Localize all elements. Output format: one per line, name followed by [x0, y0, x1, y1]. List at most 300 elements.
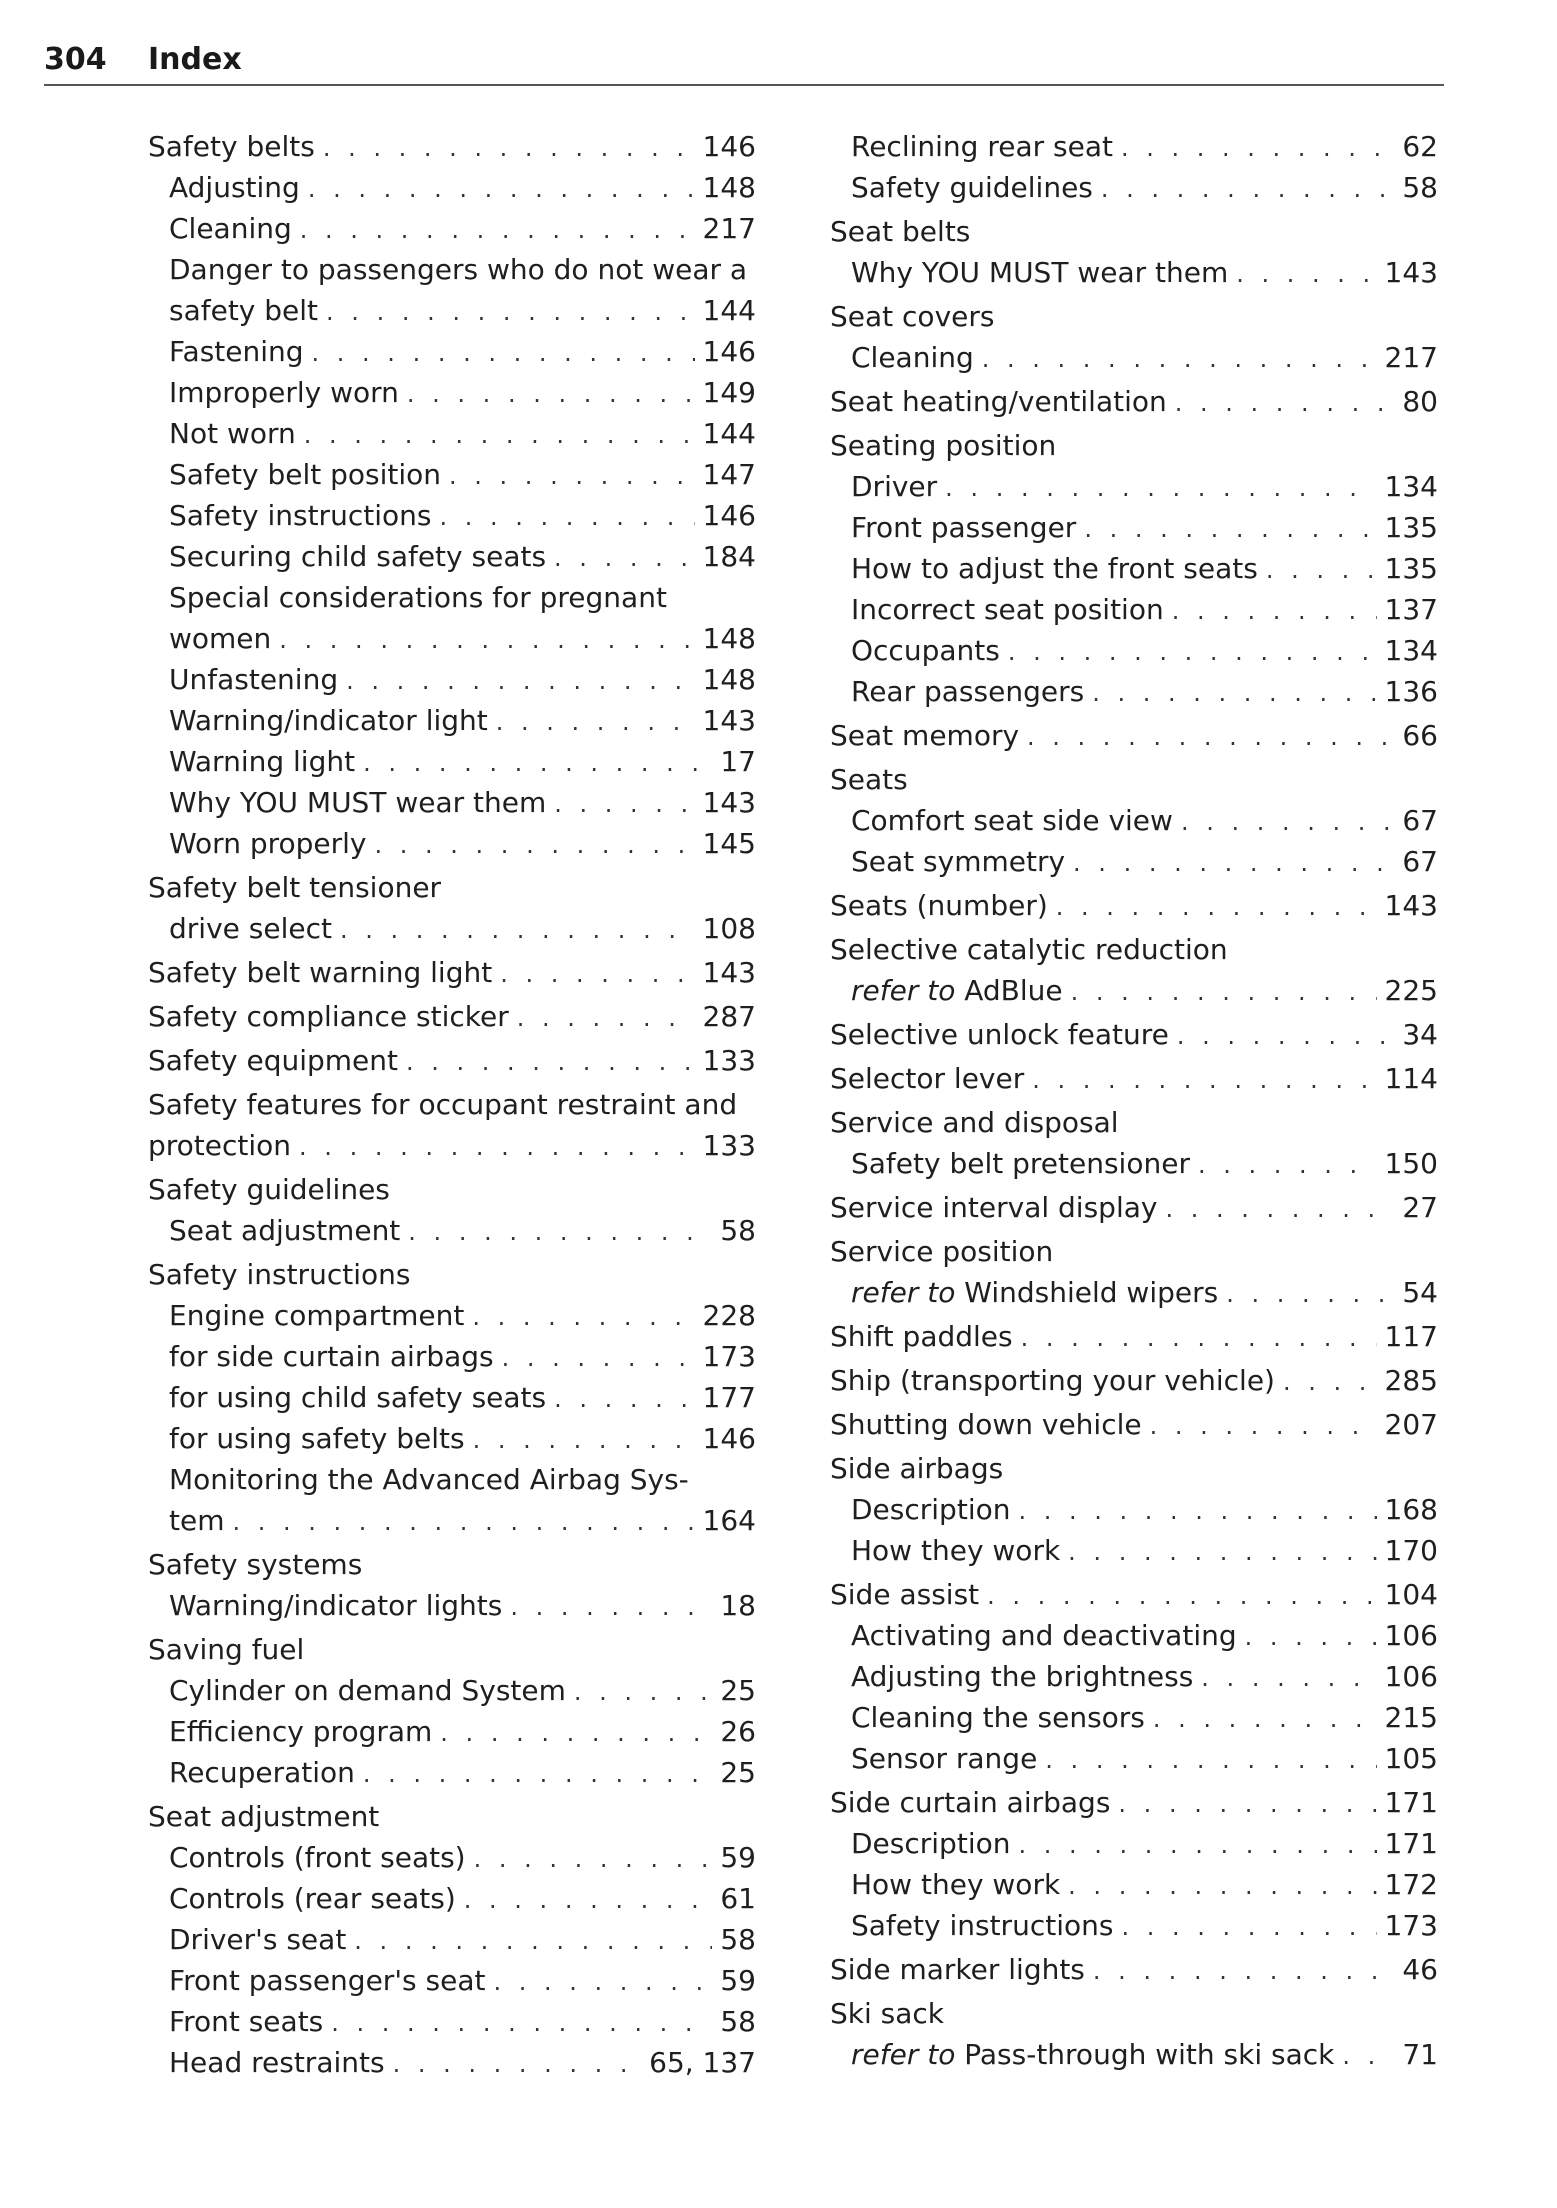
dot-leader	[407, 374, 695, 415]
index-entry-term: for using safety belts	[169, 1422, 465, 1455]
index-entry-term: Special considerations for pregnant	[169, 581, 667, 614]
dot-leader	[326, 292, 695, 333]
index-entry-term: Danger to passengers who do not wear a	[169, 253, 748, 286]
dot-leader	[1198, 1145, 1377, 1186]
index-entry-term: Shift paddles	[830, 1320, 1013, 1353]
dot-leader	[299, 1127, 695, 1168]
index-entry	[148, 741, 756, 782]
page-reference: 136	[1384, 675, 1438, 708]
dot-leader	[1266, 550, 1377, 591]
dot-leader	[1342, 2036, 1394, 2077]
dot-leader	[1121, 128, 1394, 169]
dot-leader	[500, 954, 694, 995]
dot-leader	[312, 333, 695, 374]
dot-leader	[304, 415, 695, 456]
index-entry-term: Worn properly	[169, 827, 367, 860]
index-entry-term: Front seats	[169, 2005, 324, 2038]
index-entry-term: Safety features for occupant restraint and	[148, 1088, 738, 1121]
page-reference: 27	[1402, 1191, 1438, 1224]
index-entry	[830, 1993, 1438, 2034]
index-entry	[830, 1272, 1438, 1313]
dot-leader	[473, 1420, 695, 1461]
refer-to-prefix: refer to	[851, 974, 956, 1007]
page-reference: 150	[1384, 1147, 1438, 1180]
dot-leader	[393, 2044, 642, 2085]
index-entry	[148, 2042, 756, 2083]
index-entry	[830, 1404, 1438, 1445]
dot-leader	[1118, 1784, 1376, 1825]
dot-leader	[554, 784, 694, 825]
dot-leader	[1068, 1532, 1376, 1573]
index-entry-term: drive select	[169, 912, 332, 945]
page-reference: 105	[1384, 1742, 1438, 1775]
index-entry-term: Front passenger	[851, 511, 1077, 544]
index-entry	[830, 1102, 1438, 1143]
index-entry-term: How they work	[851, 1534, 1061, 1567]
index-entry-term: for side curtain airbags	[169, 1340, 494, 1373]
page-reference: 287	[702, 1000, 756, 1033]
index-entry	[148, 290, 756, 331]
index-entry-term: Comfort seat side view	[851, 804, 1173, 837]
index-entry-term: Service and disposal	[830, 1106, 1119, 1139]
index-entry-term: Seat adjustment	[148, 1800, 380, 1833]
dot-leader	[502, 1338, 695, 1379]
page-reference: 148	[702, 622, 756, 655]
index-entry	[830, 466, 1438, 507]
index-entry-term: Warning/indicator lights	[169, 1589, 503, 1622]
index-entry	[830, 885, 1438, 926]
page-reference: 114	[1384, 1062, 1438, 1095]
index-entry	[148, 495, 756, 536]
dot-leader	[1045, 1740, 1376, 1781]
page-reference: 106	[1384, 1660, 1438, 1693]
dot-leader	[554, 1379, 694, 1420]
index-entry	[148, 823, 756, 864]
page-reference: 147	[702, 458, 756, 491]
index-entry-term: Warning/indicator light	[169, 704, 488, 737]
page-reference: 207	[1384, 1408, 1438, 1441]
index-entry	[830, 1143, 1438, 1184]
index-entry	[830, 759, 1438, 800]
index-entry-term: Why YOU MUST wear them	[851, 256, 1229, 289]
index-entry-label: Windshield wipers	[964, 1276, 1219, 1309]
index-entry-term	[851, 2034, 1334, 2075]
page-number: 304	[44, 42, 107, 77]
index-entry	[830, 1823, 1438, 1864]
index-entry	[148, 1459, 756, 1500]
index-entry-term: Safety instructions	[851, 1909, 1114, 1942]
page-reference: 135	[1384, 552, 1438, 585]
index-entry	[148, 1544, 756, 1585]
dot-leader	[1092, 673, 1376, 714]
index-entry-term: protection	[148, 1129, 292, 1162]
index-entry	[148, 331, 756, 372]
page-reference: 171	[1384, 1786, 1438, 1819]
dot-leader	[1172, 591, 1377, 632]
dot-leader	[1201, 1658, 1376, 1699]
dot-leader	[493, 1962, 712, 2003]
index-entry-term: Seat adjustment	[169, 1214, 401, 1247]
index-entry-term: for using child safety seats	[169, 1381, 547, 1414]
page-reference: 148	[702, 663, 756, 696]
index-entry-term: Safety guidelines	[148, 1173, 390, 1206]
index-entry-label: Pass-through with ski sack	[964, 2038, 1335, 2071]
index-entry	[148, 1418, 756, 1459]
page-reference: 146	[702, 130, 756, 163]
page-reference: 143	[1384, 889, 1438, 922]
index-entry-term: safety belt	[169, 294, 319, 327]
dot-leader	[363, 743, 712, 784]
index-column-left	[148, 126, 756, 2083]
dot-leader	[323, 128, 695, 169]
page-reference: 67	[1402, 804, 1438, 837]
index-entry-term: Cleaning	[851, 341, 974, 374]
index-entry	[148, 952, 756, 993]
dot-leader	[440, 1713, 712, 1754]
dot-leader	[1021, 1318, 1377, 1359]
dot-leader	[346, 661, 694, 702]
index-entry	[830, 1014, 1438, 1055]
dot-leader	[363, 1754, 712, 1795]
page-reference: 26	[720, 1715, 756, 1748]
page-reference: 228	[702, 1299, 756, 1332]
index-entry	[830, 211, 1438, 252]
index-entry	[148, 1377, 756, 1418]
dot-leader	[279, 620, 694, 661]
index-entry-term: Safety instructions	[169, 499, 432, 532]
index-entry-term: Occupants	[851, 634, 1000, 667]
page-reference: 146	[702, 499, 756, 532]
page-reference: 59	[720, 1841, 756, 1874]
index-entry-term: Service position	[830, 1235, 1054, 1268]
index-entry-term: Description	[851, 1493, 1011, 1526]
index-entry	[830, 507, 1438, 548]
page-reference: 171	[1384, 1827, 1438, 1860]
index-entry	[830, 1530, 1438, 1571]
index-entry	[148, 1796, 756, 1837]
section-title: Index	[148, 42, 242, 77]
dot-leader	[472, 1297, 694, 1338]
index-entry-term: Cleaning the sensors	[851, 1701, 1145, 1734]
page-reference: 104	[1384, 1578, 1438, 1611]
dot-leader	[574, 1672, 712, 1713]
dot-leader	[474, 1839, 713, 1880]
index-entry	[830, 671, 1438, 712]
dot-leader	[308, 169, 695, 210]
index-entry	[148, 208, 756, 249]
index-entry	[830, 1489, 1438, 1530]
page-reference: 168	[1384, 1493, 1438, 1526]
index-entry-term: Monitoring the Advanced Airbag Sys-	[169, 1463, 689, 1496]
dot-leader	[1084, 509, 1376, 550]
index-entry	[148, 1125, 756, 1166]
page-reference: 164	[702, 1504, 756, 1537]
index-entry-term: Ship (transporting your vehicle)	[830, 1364, 1275, 1397]
index-entry-term: How they work	[851, 1868, 1061, 1901]
page-reference: 62	[1402, 130, 1438, 163]
index-entry-term: Safety belts	[148, 130, 315, 163]
page-header	[44, 40, 1444, 86]
index-entry-term: Front passenger's seat	[169, 1964, 486, 1997]
page-reference: 25	[720, 1674, 756, 1707]
page-reference: 217	[1384, 341, 1438, 374]
index-entry-term: Head restraints	[169, 2046, 385, 2079]
dot-leader	[340, 910, 695, 951]
index-entry-term: Seats	[830, 763, 908, 796]
dot-leader	[1181, 802, 1394, 843]
index-entry-term: Safety instructions	[148, 1258, 411, 1291]
page-reference: 134	[1384, 634, 1438, 667]
index-entry	[830, 337, 1438, 378]
dot-leader	[987, 1576, 1376, 1617]
index-entry	[148, 1585, 756, 1626]
index-entry	[148, 1169, 756, 1210]
index-entry	[148, 618, 756, 659]
index-entry-term: Side airbags	[830, 1452, 1004, 1485]
dot-leader	[1018, 1491, 1376, 1532]
index-entry	[830, 126, 1438, 167]
index-entry-term	[851, 970, 1063, 1011]
index-entry	[830, 1864, 1438, 1905]
dot-leader	[1121, 1907, 1376, 1948]
index-entry	[830, 252, 1438, 293]
index-entry	[148, 413, 756, 454]
page-reference: 148	[702, 171, 756, 204]
dot-leader	[1068, 1866, 1376, 1907]
page-reference: 133	[702, 1044, 756, 1077]
dot-leader	[1071, 972, 1377, 1013]
dot-leader	[945, 468, 1376, 509]
page-reference: 67	[1402, 845, 1438, 878]
index-entry-term: Seating position	[830, 429, 1057, 462]
index-entry	[148, 1752, 756, 1793]
index-entry-term: Seat heating/ventilation	[830, 385, 1167, 418]
page-reference: 58	[720, 2005, 756, 2038]
index-entry-term: Why YOU MUST wear them	[169, 786, 547, 819]
index-entry	[148, 536, 756, 577]
index-entry	[148, 867, 756, 908]
page-reference: 34	[1402, 1018, 1438, 1051]
index-entry	[148, 126, 756, 167]
page-reference: 46	[1402, 1953, 1438, 1986]
page-reference: 54	[1402, 1276, 1438, 1309]
index-entry	[148, 1210, 756, 1251]
index-entry	[148, 249, 756, 290]
page-reference: 71	[1402, 2038, 1438, 2071]
dot-leader	[1175, 383, 1395, 424]
index-entry	[830, 1656, 1438, 1697]
index-entry	[148, 1254, 756, 1295]
index-entry	[830, 296, 1438, 337]
index-entry	[148, 454, 756, 495]
index-entry	[148, 577, 756, 618]
dot-leader	[375, 825, 695, 866]
index-entry	[148, 167, 756, 208]
dot-leader	[1165, 1189, 1394, 1230]
index-entry	[830, 1905, 1438, 1946]
dot-leader	[1153, 1699, 1377, 1740]
index-entry	[830, 2034, 1438, 2075]
index-entry-term: Seat memory	[830, 719, 1020, 752]
index-entry-term: Recuperation	[169, 1756, 355, 1789]
index-entry-term: Unfastening	[169, 663, 339, 696]
index-entry	[830, 1231, 1438, 1272]
index-entry-term: Not worn	[169, 417, 296, 450]
page-reference: 133	[702, 1129, 756, 1162]
index-entry-term: Rear passengers	[851, 675, 1085, 708]
index-entry-term: Securing child safety seats	[169, 540, 547, 573]
index-column-right	[830, 126, 1438, 2075]
page-reference: 59	[720, 1964, 756, 1997]
dot-leader	[1236, 254, 1376, 295]
page-reference: 172	[1384, 1868, 1438, 1901]
page-reference: 106	[1384, 1619, 1438, 1652]
page-reference: 285	[1384, 1364, 1438, 1397]
index-entry	[148, 1919, 756, 1960]
index-entry-term: Safety compliance sticker	[148, 1000, 509, 1033]
dot-leader	[517, 998, 695, 1039]
index-entry	[830, 548, 1438, 589]
index-entry-term: Seat covers	[830, 300, 995, 333]
index-entry-term: Ski sack	[830, 1997, 945, 2030]
index-entry-term: How to adjust the front seats	[851, 552, 1258, 585]
index-entry-term: Side assist	[830, 1578, 980, 1611]
index-entry-term: Side curtain airbags	[830, 1786, 1111, 1819]
index-entry-term: Safety belt tensioner	[148, 871, 442, 904]
index-entry	[148, 1629, 756, 1670]
page-reference: 143	[702, 956, 756, 989]
page-reference: 17	[720, 745, 756, 778]
page-reference: 149	[702, 376, 756, 409]
dot-leader	[408, 1212, 712, 1253]
dot-leader	[1027, 717, 1394, 758]
index-entry-term: Safety belt pretensioner	[851, 1147, 1190, 1180]
index-entry-term: Improperly worn	[169, 376, 399, 409]
dot-leader	[1093, 1951, 1394, 1992]
page-reference: 173	[702, 1340, 756, 1373]
index-entry-term: Warning light	[169, 745, 356, 778]
index-entry-term: Efficiency program	[169, 1715, 433, 1748]
dot-leader	[1101, 169, 1394, 210]
dot-leader	[1018, 1825, 1376, 1866]
page-reference: 146	[702, 335, 756, 368]
index-entry-term: Controls (front seats)	[169, 1841, 466, 1874]
index-entry-term: women	[169, 622, 272, 655]
page-reference: 134	[1384, 470, 1438, 503]
page-reference: 117	[1384, 1320, 1438, 1353]
index-entry-term: Reclining rear seat	[851, 130, 1113, 163]
page-reference: 58	[720, 1923, 756, 1956]
index-entry	[830, 1187, 1438, 1228]
page-reference: 143	[1384, 256, 1438, 289]
index-entry	[830, 589, 1438, 630]
index-entry-term: Safety systems	[148, 1548, 363, 1581]
dot-leader	[1032, 1060, 1376, 1101]
index-entry-term: Selective unlock feature	[830, 1018, 1169, 1051]
page-reference: 170	[1384, 1534, 1438, 1567]
index-entry-term	[851, 1272, 1218, 1313]
index-entry	[148, 1295, 756, 1336]
dot-leader	[449, 456, 695, 497]
dot-leader	[1226, 1274, 1394, 1315]
index-entry-term: Selector lever	[830, 1062, 1025, 1095]
dot-leader	[464, 1880, 713, 1921]
index-entry-term: Sensor range	[851, 1742, 1038, 1775]
index-entry	[830, 167, 1438, 208]
index-entry-term: Side marker lights	[830, 1953, 1085, 1986]
page-reference: 173	[1384, 1909, 1438, 1942]
dot-leader	[510, 1587, 712, 1628]
index-entry	[148, 1670, 756, 1711]
index-entry	[148, 2001, 756, 2042]
index-entry	[830, 1738, 1438, 1779]
page-reference: 217	[702, 212, 756, 245]
page-reference: 65, 137	[649, 2046, 756, 2079]
page-reference: 58	[1402, 171, 1438, 204]
page-reference: 143	[702, 786, 756, 819]
index-entry-term: Driver	[851, 470, 938, 503]
dot-leader	[982, 339, 1377, 380]
page-reference: 145	[702, 827, 756, 860]
dot-leader	[1056, 887, 1377, 928]
refer-to-prefix: refer to	[851, 1276, 956, 1309]
index-entry	[148, 782, 756, 823]
page-reference: 144	[702, 294, 756, 327]
index-entry-term: Seat belts	[830, 215, 971, 248]
dot-leader	[1177, 1016, 1395, 1057]
index-entry	[830, 425, 1438, 466]
page-reference: 225	[1384, 974, 1438, 1007]
index-entry	[830, 970, 1438, 1011]
index-entry	[148, 1960, 756, 2001]
dot-leader	[1008, 632, 1377, 673]
index-entry-term: Saving fuel	[148, 1633, 305, 1666]
page-reference: 66	[1402, 719, 1438, 752]
index-entry	[830, 1949, 1438, 1990]
index-entry-term: Adjusting the brightness	[851, 1660, 1194, 1693]
page-reference: 135	[1384, 511, 1438, 544]
index-entry-term: Adjusting	[169, 171, 300, 204]
index-entry-term: Safety equipment	[148, 1044, 398, 1077]
index-entry-term: Controls (rear seats)	[169, 1882, 456, 1915]
page-reference: 215	[1384, 1701, 1438, 1734]
index-entry	[148, 700, 756, 741]
index-entry-term: Cleaning	[169, 212, 292, 245]
page-reference: 80	[1402, 385, 1438, 418]
page-reference: 144	[702, 417, 756, 450]
page-reference: 137	[1384, 593, 1438, 626]
refer-to-prefix: refer to	[851, 2038, 956, 2071]
index-entry	[148, 659, 756, 700]
index-entry-term: Selective catalytic reduction	[830, 933, 1228, 966]
page-reference: 18	[720, 1589, 756, 1622]
page-reference: 143	[702, 704, 756, 737]
dot-leader	[331, 2003, 712, 2044]
index-entry	[830, 1360, 1438, 1401]
index-entry	[148, 1711, 756, 1752]
index-entry-term: Safety belt position	[169, 458, 442, 491]
index-entry	[830, 1448, 1438, 1489]
index-entry	[148, 996, 756, 1037]
index-entry-term: Engine compartment	[169, 1299, 465, 1332]
index-entry-term: Seats (number)	[830, 889, 1048, 922]
page-reference: 146	[702, 1422, 756, 1455]
index-entry	[148, 1878, 756, 1919]
page-reference: 177	[702, 1381, 756, 1414]
dot-leader	[354, 1921, 712, 1962]
page-reference: 108	[702, 912, 756, 945]
dot-leader	[1150, 1406, 1377, 1447]
